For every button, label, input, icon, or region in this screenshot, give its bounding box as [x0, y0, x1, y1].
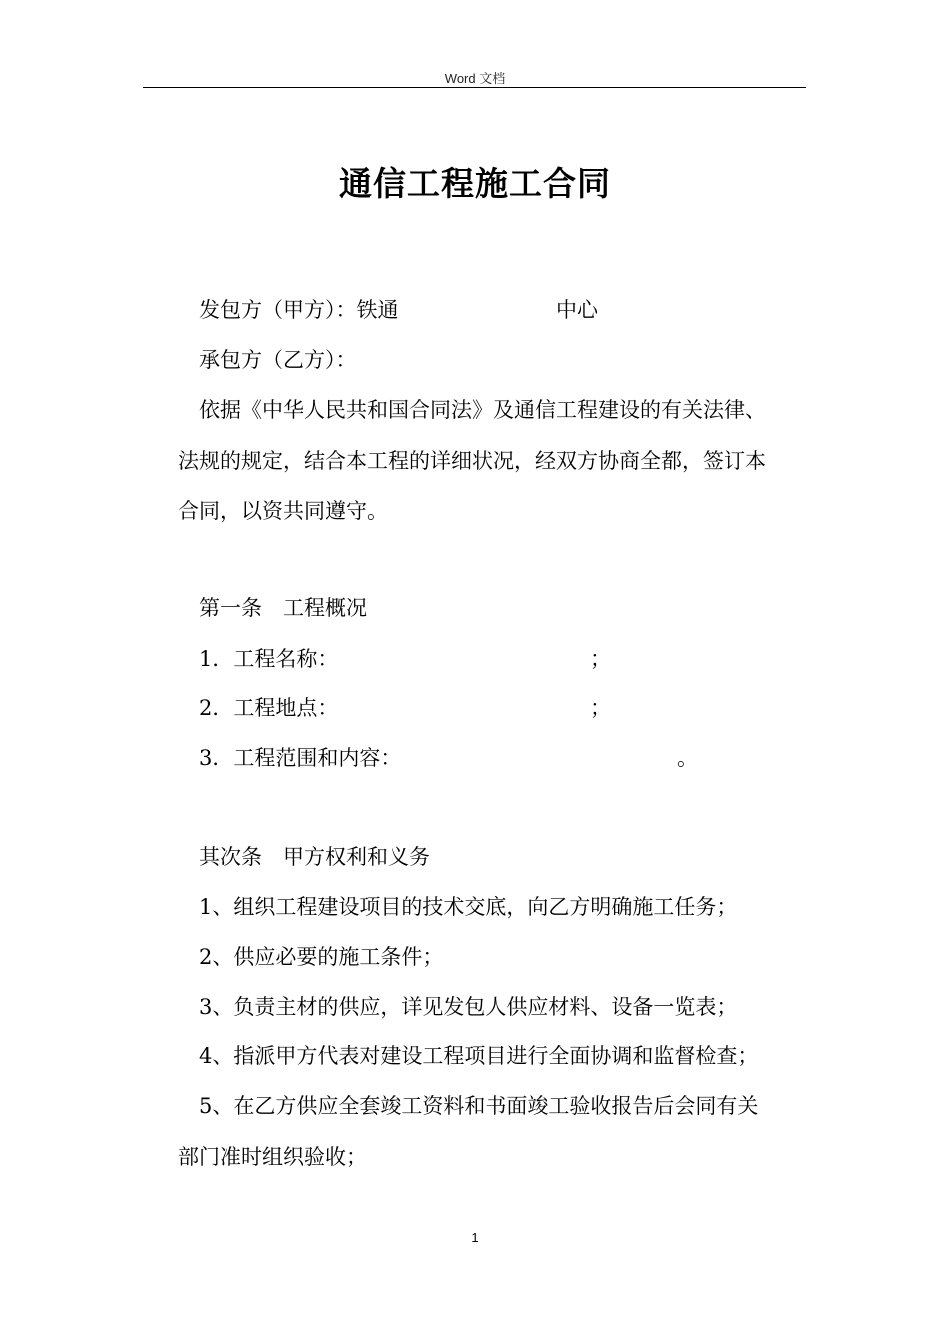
party-a-label: 发包方（甲方）：铁通: [199, 298, 399, 322]
article-1-item-location-end: ；: [590, 696, 611, 720]
article-2-item-2: 2、供应必要的施工条件；: [199, 945, 444, 969]
article-1-item-name: 1．工程名称：: [199, 647, 339, 671]
article-2-item-3: 3、负责主材的供应，详见发包人供应材料、设备一览表；: [199, 995, 738, 1019]
article-2-item-5-line-1: 5、在乙方供应全套竣工资料和书面竣工验收报告后会同有关: [199, 1094, 759, 1118]
page-header: Word 文档: [444, 71, 506, 86]
document-title: 通信工程施工合同: [339, 164, 611, 203]
article-2-item-5-line-2: 部门准时组织验收；: [178, 1145, 367, 1169]
article-2-heading: 其次条 甲方权利和义务: [199, 845, 430, 869]
party-b-label: 承包方（乙方）：: [199, 348, 357, 372]
preamble-line-1: 依据《中华人民共和国合同法》及通信工程建设的有关法律、: [199, 398, 766, 422]
preamble-line-2: 法规的规定，结合本工程的详细状况，经双方协商全都，签订本: [178, 449, 766, 473]
article-1-heading: 第一条 工程概况: [199, 596, 367, 620]
header-rule: [143, 87, 806, 88]
article-1-item-name-end: ；: [590, 647, 611, 671]
preamble-line-3: 合同，以资共同遵守。: [178, 499, 388, 523]
article-2-item-4: 4、指派甲方代表对建设工程项目进行全面协调和监督检查；: [199, 1044, 759, 1068]
article-2-item-1: 1、组织工程建设项目的技术交底，向乙方明确施工任务；: [199, 895, 738, 919]
article-1-item-scope: 3．工程范围和内容：: [199, 746, 402, 770]
article-1-item-scope-end: 。: [677, 746, 698, 770]
page-number: 1: [471, 1230, 479, 1245]
party-a-suffix: 中心: [556, 298, 598, 322]
article-1-item-location: 2．工程地点：: [199, 696, 339, 720]
